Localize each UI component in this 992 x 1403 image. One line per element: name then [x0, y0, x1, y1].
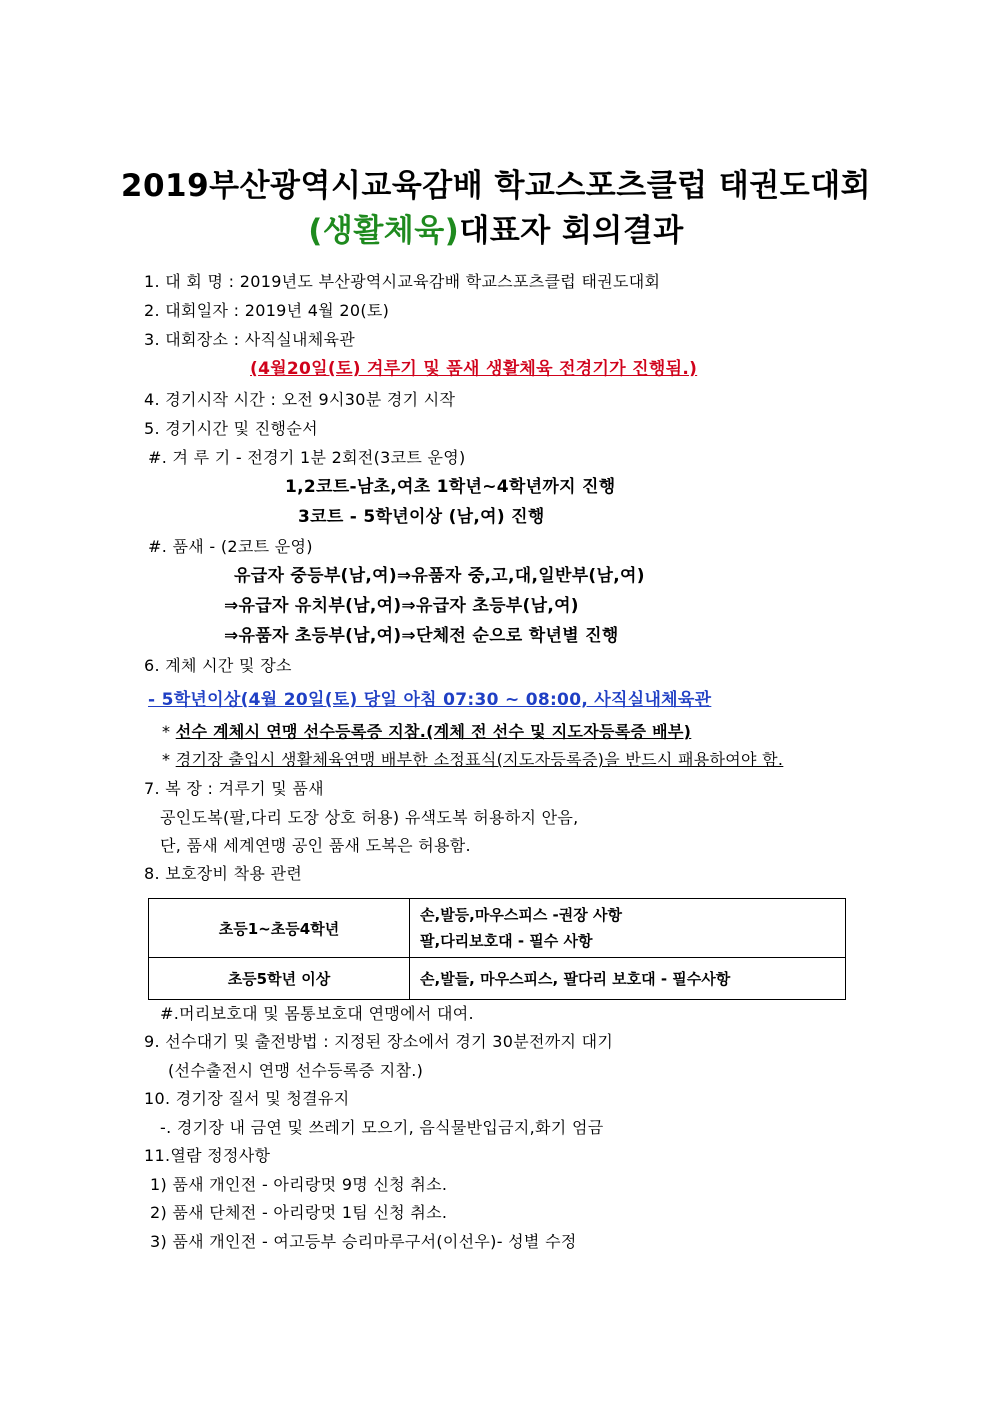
waiting-detail: (선수출전시 연맹 선수등록증 지참.)	[168, 1061, 424, 1080]
gear-requirement-cell	[410, 899, 846, 958]
item-weighin-heading: 6. 계체 시간 및 장소	[144, 656, 292, 675]
item-corrections: 11.열람 정정사항	[144, 1146, 271, 1165]
uniform-detail-1: 공인도복(팔,다리 도장 상호 허용) 유색도복 허용하지 안음,	[160, 808, 579, 827]
title-rest-segment: 대표자 회의결과	[459, 213, 684, 249]
note-badge-text: 경기장 출입시 생활체육연맹 배부한 소정표식(지도자등록증)을 반드시 패용하여야 함.	[175, 750, 784, 769]
poomsae-heading: #. 품새 - (2코트 운영)	[148, 537, 313, 556]
gear-grade-cell: 초등1~초등4학년	[149, 899, 410, 958]
gear-requirement-line: 손,발등,마우스피스 -권장 사항	[420, 906, 622, 924]
document-title-line1: 2019부산광역시교육감배 학교스포츠클럽 태권도대회	[120, 168, 872, 204]
kyorugi-court-1-2: 1,2코트-남초,여초 1학년~4학년까지 진행	[285, 477, 616, 497]
note-registration	[162, 722, 691, 742]
item-event-venue: 3. 대회장소 : 사직실내체육관	[144, 330, 356, 349]
protective-gear-table	[148, 898, 846, 1000]
item-event-name: 1. 대 회 명 : 2019년도 부산광역시교육감배 학교스포츠클럽 태권도대회	[144, 272, 661, 291]
document-title-line2	[0, 205, 992, 250]
title-green-segment: (생활체육)	[308, 213, 460, 249]
kyorugi-heading: #. 겨 루 기 - 전경기 1분 2회전(3코트 운영)	[148, 448, 466, 467]
note-badge	[162, 750, 783, 770]
note-bullet: *	[162, 722, 176, 741]
table-row	[149, 899, 846, 958]
poomsae-order-1: 유급자 중등부(남,여)⇒유품자 중,고,대,일반부(남,여)	[234, 566, 645, 586]
correction-3: 3) 품새 개인전 - 여고등부 승리마루구서(이선우)- 성별 수정	[150, 1232, 577, 1251]
gear-requirement-line: 팔,다리보호대 - 필수 사항	[420, 932, 593, 950]
correction-1: 1) 품새 개인전 - 아리랑멋 9명 신청 취소.	[150, 1175, 448, 1194]
item-uniform: 7. 복 장 : 겨루기 및 품새	[144, 779, 324, 798]
weighin-blue: - 5학년이상(4월 20일(토) 당일 아침 07:30 ~ 08:00, 사직실내체육관	[148, 690, 712, 710]
note-registration-text: 선수 계체시 연맹 선수등록증 지참.(계체 전 선수 및 지도자등록증 배부)	[175, 722, 692, 741]
item-protective-gear: 8. 보호장비 착용 관련	[144, 864, 303, 883]
item-event-date: 2. 대회일자 : 2019년 4월 20(토)	[144, 301, 390, 320]
gear-requirement-line: 손,발들, 마우스피스, 팔다리 보호대 - 필수사항	[420, 969, 731, 988]
venue-order-detail: -. 경기장 내 금연 및 쓰레기 모으기, 음식물반입금지,화기 엄금	[160, 1118, 604, 1137]
table-row	[149, 958, 846, 1000]
uniform-detail-2: 단, 품새 세계연맹 공인 품새 도복은 허용함.	[160, 836, 471, 855]
item-schedule-heading: 5. 경기시간 및 진행순서	[144, 419, 318, 438]
gear-rental-note: #.머리보호대 및 몸통보호대 연맹에서 대여.	[160, 1004, 474, 1023]
correction-2: 2) 품새 단체전 - 아리랑멋 1팀 신청 취소.	[150, 1203, 448, 1222]
gear-requirement-cell	[410, 958, 846, 1000]
notice-red: (4월20일(토) 겨루기 및 품새 생활체육 전경기가 진행됨.)	[250, 359, 698, 379]
item-waiting: 9. 선수대기 및 출전방법 : 지정된 장소에서 경기 30분전까지 대기	[144, 1032, 614, 1051]
poomsae-order-3: ⇒유품자 초등부(남,여)⇒단체전 순으로 학년별 진행	[224, 626, 619, 646]
gear-grade-cell: 초등5학년 이상	[149, 958, 410, 1000]
kyorugi-court-3: 3코트 - 5학년이상 (남,여) 진행	[298, 507, 545, 527]
poomsae-order-2: ⇒유급자 유치부(남,여)⇒유급자 초등부(남,여)	[224, 596, 579, 616]
item-venue-order: 10. 경기장 질서 및 청결유지	[144, 1089, 350, 1108]
item-start-time: 4. 경기시작 시간 : 오전 9시30분 경기 시작	[144, 390, 456, 409]
note-bullet: *	[162, 750, 176, 769]
